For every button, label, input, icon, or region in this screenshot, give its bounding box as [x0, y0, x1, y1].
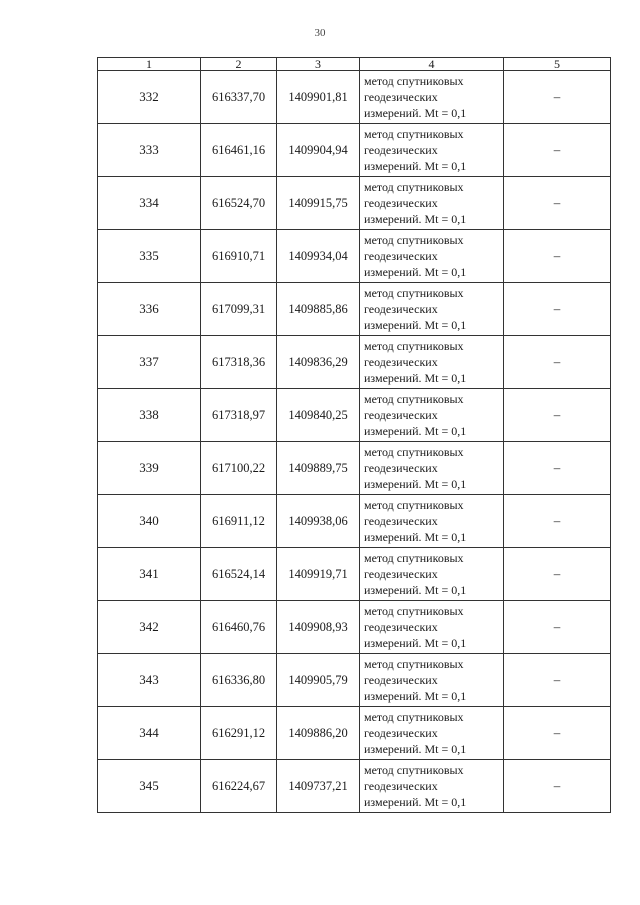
y-coordinate-cell: 1409905,79	[277, 654, 360, 707]
method-line: метод спутниковых	[364, 180, 464, 194]
table-row	[98, 495, 611, 548]
table-row	[98, 283, 611, 336]
method-line: измерений. Mt = 0,1	[364, 689, 467, 703]
method-line: метод спутниковых	[364, 604, 464, 618]
point-number-cell: 336	[98, 283, 201, 336]
column-5-cell: –	[504, 601, 611, 654]
method-cell	[360, 336, 504, 389]
method-line: измерений. Mt = 0,1	[364, 159, 467, 173]
x-coordinate-cell: 616461,16	[201, 124, 277, 177]
x-coordinate-cell: 617318,97	[201, 389, 277, 442]
method-line: геодезических	[364, 196, 438, 210]
table-row	[98, 177, 611, 230]
column-5-cell: –	[504, 124, 611, 177]
column-5-cell: –	[504, 71, 611, 124]
point-number-cell: 338	[98, 389, 201, 442]
method-line: измерений. Mt = 0,1	[364, 636, 467, 650]
point-number-cell: 334	[98, 177, 201, 230]
column-5-cell: –	[504, 336, 611, 389]
method-line: измерений. Mt = 0,1	[364, 424, 467, 438]
page-number: 30	[314, 27, 326, 39]
point-number-cell: 344	[98, 707, 201, 760]
method-cell	[360, 601, 504, 654]
column-5-cell: –	[504, 760, 611, 813]
method-line: измерений. Mt = 0,1	[364, 583, 467, 597]
table-body	[98, 71, 611, 813]
column-5-cell: –	[504, 548, 611, 601]
x-coordinate-cell: 617099,31	[201, 283, 277, 336]
x-coordinate-cell: 616224,67	[201, 760, 277, 813]
column-5-cell: –	[504, 230, 611, 283]
y-coordinate-cell: 1409889,75	[277, 442, 360, 495]
header-col-4: 4	[360, 58, 504, 71]
method-cell	[360, 760, 504, 813]
y-coordinate-cell: 1409938,06	[277, 495, 360, 548]
x-coordinate-cell: 616910,71	[201, 230, 277, 283]
method-cell	[360, 230, 504, 283]
x-coordinate-cell: 616911,12	[201, 495, 277, 548]
method-cell	[360, 177, 504, 230]
column-5-cell: –	[504, 389, 611, 442]
y-coordinate-cell: 1409885,86	[277, 283, 360, 336]
method-line: метод спутниковых	[364, 233, 464, 247]
method-line: метод спутниковых	[364, 445, 464, 459]
table-row	[98, 389, 611, 442]
coordinates-table	[97, 57, 611, 813]
y-coordinate-cell: 1409901,81	[277, 71, 360, 124]
x-coordinate-cell: 616337,70	[201, 71, 277, 124]
method-line: метод спутниковых	[364, 657, 464, 671]
y-coordinate-cell: 1409904,94	[277, 124, 360, 177]
point-number-cell: 342	[98, 601, 201, 654]
column-5-cell: –	[504, 442, 611, 495]
point-number-cell: 337	[98, 336, 201, 389]
point-number-cell: 333	[98, 124, 201, 177]
x-coordinate-cell: 616336,80	[201, 654, 277, 707]
method-line: геодезических	[364, 620, 438, 634]
method-line: геодезических	[364, 90, 438, 104]
method-cell	[360, 707, 504, 760]
method-line: измерений. Mt = 0,1	[364, 265, 467, 279]
header-col-3: 3	[277, 58, 360, 71]
method-line: метод спутниковых	[364, 74, 464, 88]
y-coordinate-cell: 1409908,93	[277, 601, 360, 654]
y-coordinate-cell: 1409919,71	[277, 548, 360, 601]
method-line: метод спутниковых	[364, 339, 464, 353]
header-col-5: 5	[504, 58, 611, 71]
method-cell	[360, 124, 504, 177]
column-5-cell: –	[504, 654, 611, 707]
method-cell	[360, 442, 504, 495]
method-line: геодезических	[364, 461, 438, 475]
method-line: метод спутниковых	[364, 763, 464, 777]
method-line: геодезических	[364, 673, 438, 687]
method-line: геодезических	[364, 143, 438, 157]
method-line: геодезических	[364, 302, 438, 316]
method-line: измерений. Mt = 0,1	[364, 212, 467, 226]
method-line: измерений. Mt = 0,1	[364, 742, 467, 756]
method-line: измерений. Mt = 0,1	[364, 318, 467, 332]
method-line: измерений. Mt = 0,1	[364, 530, 467, 544]
point-number-cell: 339	[98, 442, 201, 495]
y-coordinate-cell: 1409934,04	[277, 230, 360, 283]
column-5-cell: –	[504, 495, 611, 548]
point-number-cell: 345	[98, 760, 201, 813]
y-coordinate-cell: 1409915,75	[277, 177, 360, 230]
x-coordinate-cell: 616460,76	[201, 601, 277, 654]
method-line: геодезических	[364, 249, 438, 263]
y-coordinate-cell: 1409836,29	[277, 336, 360, 389]
method-cell	[360, 654, 504, 707]
table-row	[98, 760, 611, 813]
table-row	[98, 71, 611, 124]
method-cell	[360, 283, 504, 336]
y-coordinate-cell: 1409840,25	[277, 389, 360, 442]
method-line: метод спутниковых	[364, 392, 464, 406]
x-coordinate-cell: 617100,22	[201, 442, 277, 495]
x-coordinate-cell: 616524,70	[201, 177, 277, 230]
table-row	[98, 707, 611, 760]
table-row	[98, 548, 611, 601]
header-col-1: 1	[98, 58, 201, 71]
method-line: измерений. Mt = 0,1	[364, 795, 467, 809]
method-line: геодезических	[364, 408, 438, 422]
method-line: измерений. Mt = 0,1	[364, 106, 467, 120]
method-line: метод спутниковых	[364, 127, 464, 141]
table-row	[98, 336, 611, 389]
header-col-2: 2	[201, 58, 277, 71]
method-line: геодезических	[364, 514, 438, 528]
point-number-cell: 335	[98, 230, 201, 283]
point-number-cell: 332	[98, 71, 201, 124]
column-5-cell: –	[504, 283, 611, 336]
method-line: метод спутниковых	[364, 710, 464, 724]
x-coordinate-cell: 616524,14	[201, 548, 277, 601]
method-line: метод спутниковых	[364, 286, 464, 300]
method-cell	[360, 548, 504, 601]
column-5-cell: –	[504, 707, 611, 760]
point-number-cell: 343	[98, 654, 201, 707]
method-cell	[360, 495, 504, 548]
method-line: метод спутниковых	[364, 551, 464, 565]
header-row	[98, 58, 611, 71]
x-coordinate-cell: 617318,36	[201, 336, 277, 389]
table-row	[98, 124, 611, 177]
method-line: геодезических	[364, 726, 438, 740]
table-row	[98, 654, 611, 707]
method-line: измерений. Mt = 0,1	[364, 371, 467, 385]
method-line: геодезических	[364, 355, 438, 369]
point-number-cell: 340	[98, 495, 201, 548]
y-coordinate-cell: 1409886,20	[277, 707, 360, 760]
method-line: измерений. Mt = 0,1	[364, 477, 467, 491]
y-coordinate-cell: 1409737,21	[277, 760, 360, 813]
method-cell	[360, 71, 504, 124]
column-5-cell: –	[504, 177, 611, 230]
x-coordinate-cell: 616291,12	[201, 707, 277, 760]
method-cell	[360, 389, 504, 442]
table-row	[98, 230, 611, 283]
table-row	[98, 601, 611, 654]
method-line: геодезических	[364, 567, 438, 581]
method-line: метод спутниковых	[364, 498, 464, 512]
method-line: геодезических	[364, 779, 438, 793]
table-row	[98, 442, 611, 495]
point-number-cell: 341	[98, 548, 201, 601]
